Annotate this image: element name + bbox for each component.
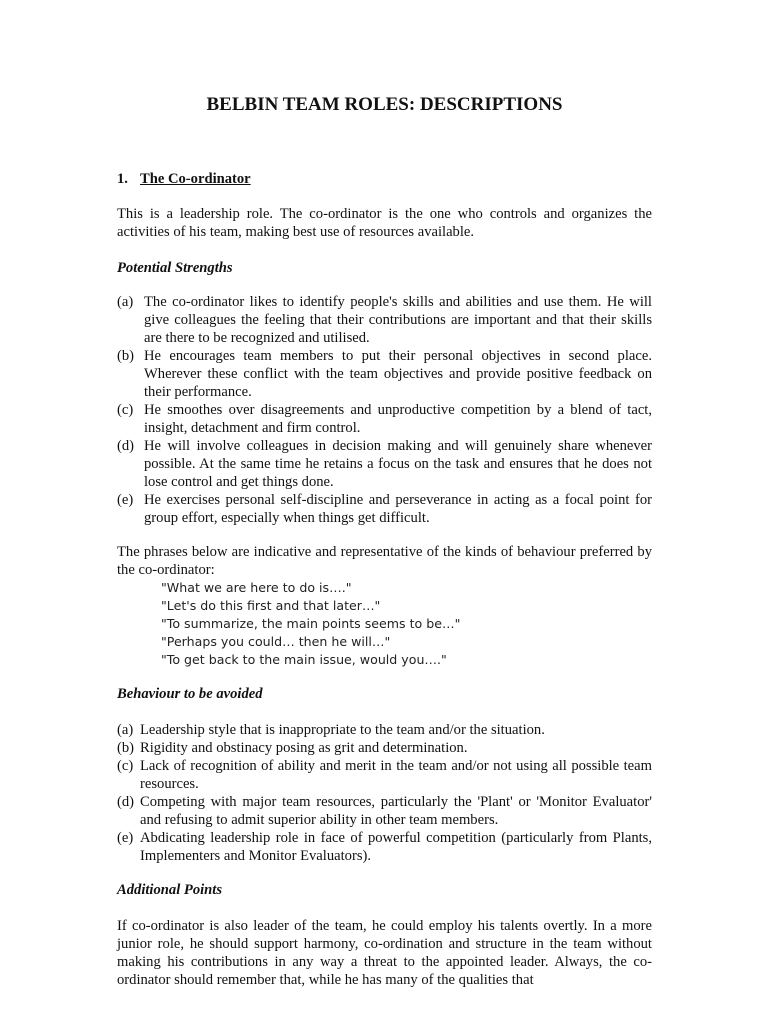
phrase-item: "To summarize, the main points seems to be…" <box>161 616 461 631</box>
list-item <box>117 401 652 437</box>
list-marker: (e) <box>117 830 134 846</box>
strengths-heading: Potential Strengths <box>117 260 233 276</box>
list-item-text: Lack of recognition of ability and merit in the team and/or not using all possible team resources. <box>140 758 652 792</box>
list-marker: (c) <box>117 758 134 774</box>
list-item <box>117 829 652 865</box>
list-item <box>117 437 652 491</box>
intro-paragraph: This is a leadership role. The co-ordinator is the one who controls and organizes the activities of his team, making best use of resources available. <box>117 206 652 240</box>
list-item <box>117 347 652 401</box>
strengths-list <box>117 293 652 527</box>
list-item-text: Leadership style that is inappropriate to the team and/or the situation. <box>140 722 545 738</box>
list-item-text: He exercises personal self-discipline and perseverance in acting as a focal point for group effort, especially when things get difficult. <box>144 492 652 526</box>
list-item <box>117 793 652 829</box>
list-item-text: Abdicating leadership role in face of powerful competition (particularly from Plants, Implementers and Monitor Evaluators). <box>140 830 652 864</box>
list-item <box>117 491 652 527</box>
phrase-item: "Let's do this first and that later…" <box>161 598 381 613</box>
list-item-text: The co-ordinator likes to identify people's skills and abilities and use them. He will give colleagues the feeling that their contributions are important and that their skills are there to be recognized and utilised. <box>144 294 652 346</box>
list-marker: (b) <box>117 740 135 756</box>
document-title: BELBIN TEAM ROLES: DESCRIPTIONS <box>206 94 563 115</box>
phrase-item: "What we are here to do is…." <box>161 580 352 595</box>
list-marker: (b) <box>117 348 135 364</box>
additional-heading: Additional Points <box>117 882 223 898</box>
phrases-intro: The phrases below are indicative and representative of the kinds of behaviour preferred by the co-ordinator: <box>117 544 652 578</box>
list-marker: (a) <box>117 722 134 738</box>
list-item-text: He will involve colleagues in decision making and will genuinely share whenever possible. At the same time he retains a focus on the task and ensures that he does not lose control and get things done. <box>144 438 652 490</box>
list-marker: (a) <box>117 294 134 310</box>
list-item-text: He encourages team members to put their personal objectives in second place. Wherever these conflict with the team objectives and provide positive feedback on their performance. <box>144 348 652 400</box>
list-item <box>117 293 652 347</box>
avoid-heading: Behaviour to be avoided <box>117 686 263 702</box>
list-item <box>117 721 652 739</box>
list-item <box>117 757 652 793</box>
list-item-text: Competing with major team resources, particularly the 'Plant' or 'Monitor Evaluator' and refusing to admit superior ability in other team members. <box>140 794 652 828</box>
phrase-item: "Perhaps you could… then he will…" <box>161 634 391 649</box>
list-marker: (c) <box>117 402 134 418</box>
list-marker: (d) <box>117 438 135 454</box>
list-item-text: He smoothes over disagreements and unproductive competition by a blend of tact, insight, detachment and firm control. <box>144 402 652 436</box>
section-heading <box>117 170 251 188</box>
list-item-text: Rigidity and obstinacy posing as grit and determination. <box>140 740 468 756</box>
list-marker: (e) <box>117 492 134 508</box>
section-title: The Co-ordinator <box>140 171 251 187</box>
list-item <box>117 739 652 757</box>
section-number: 1. <box>117 171 128 187</box>
list-marker: (d) <box>117 794 135 810</box>
avoid-list <box>117 721 652 865</box>
additional-paragraph: If co-ordinator is also leader of the team, he could employ his talents overtly. In a more junior role, he should support harmony, co-ordination and structure in the team without making his contributions in any way a threat to the appointed leader. Always, the co-ordinator should remember that, while he has many of the qualities that <box>117 918 652 988</box>
phrase-item: "To get back to the main issue, would you…." <box>161 652 447 667</box>
phrases-list <box>117 579 696 669</box>
